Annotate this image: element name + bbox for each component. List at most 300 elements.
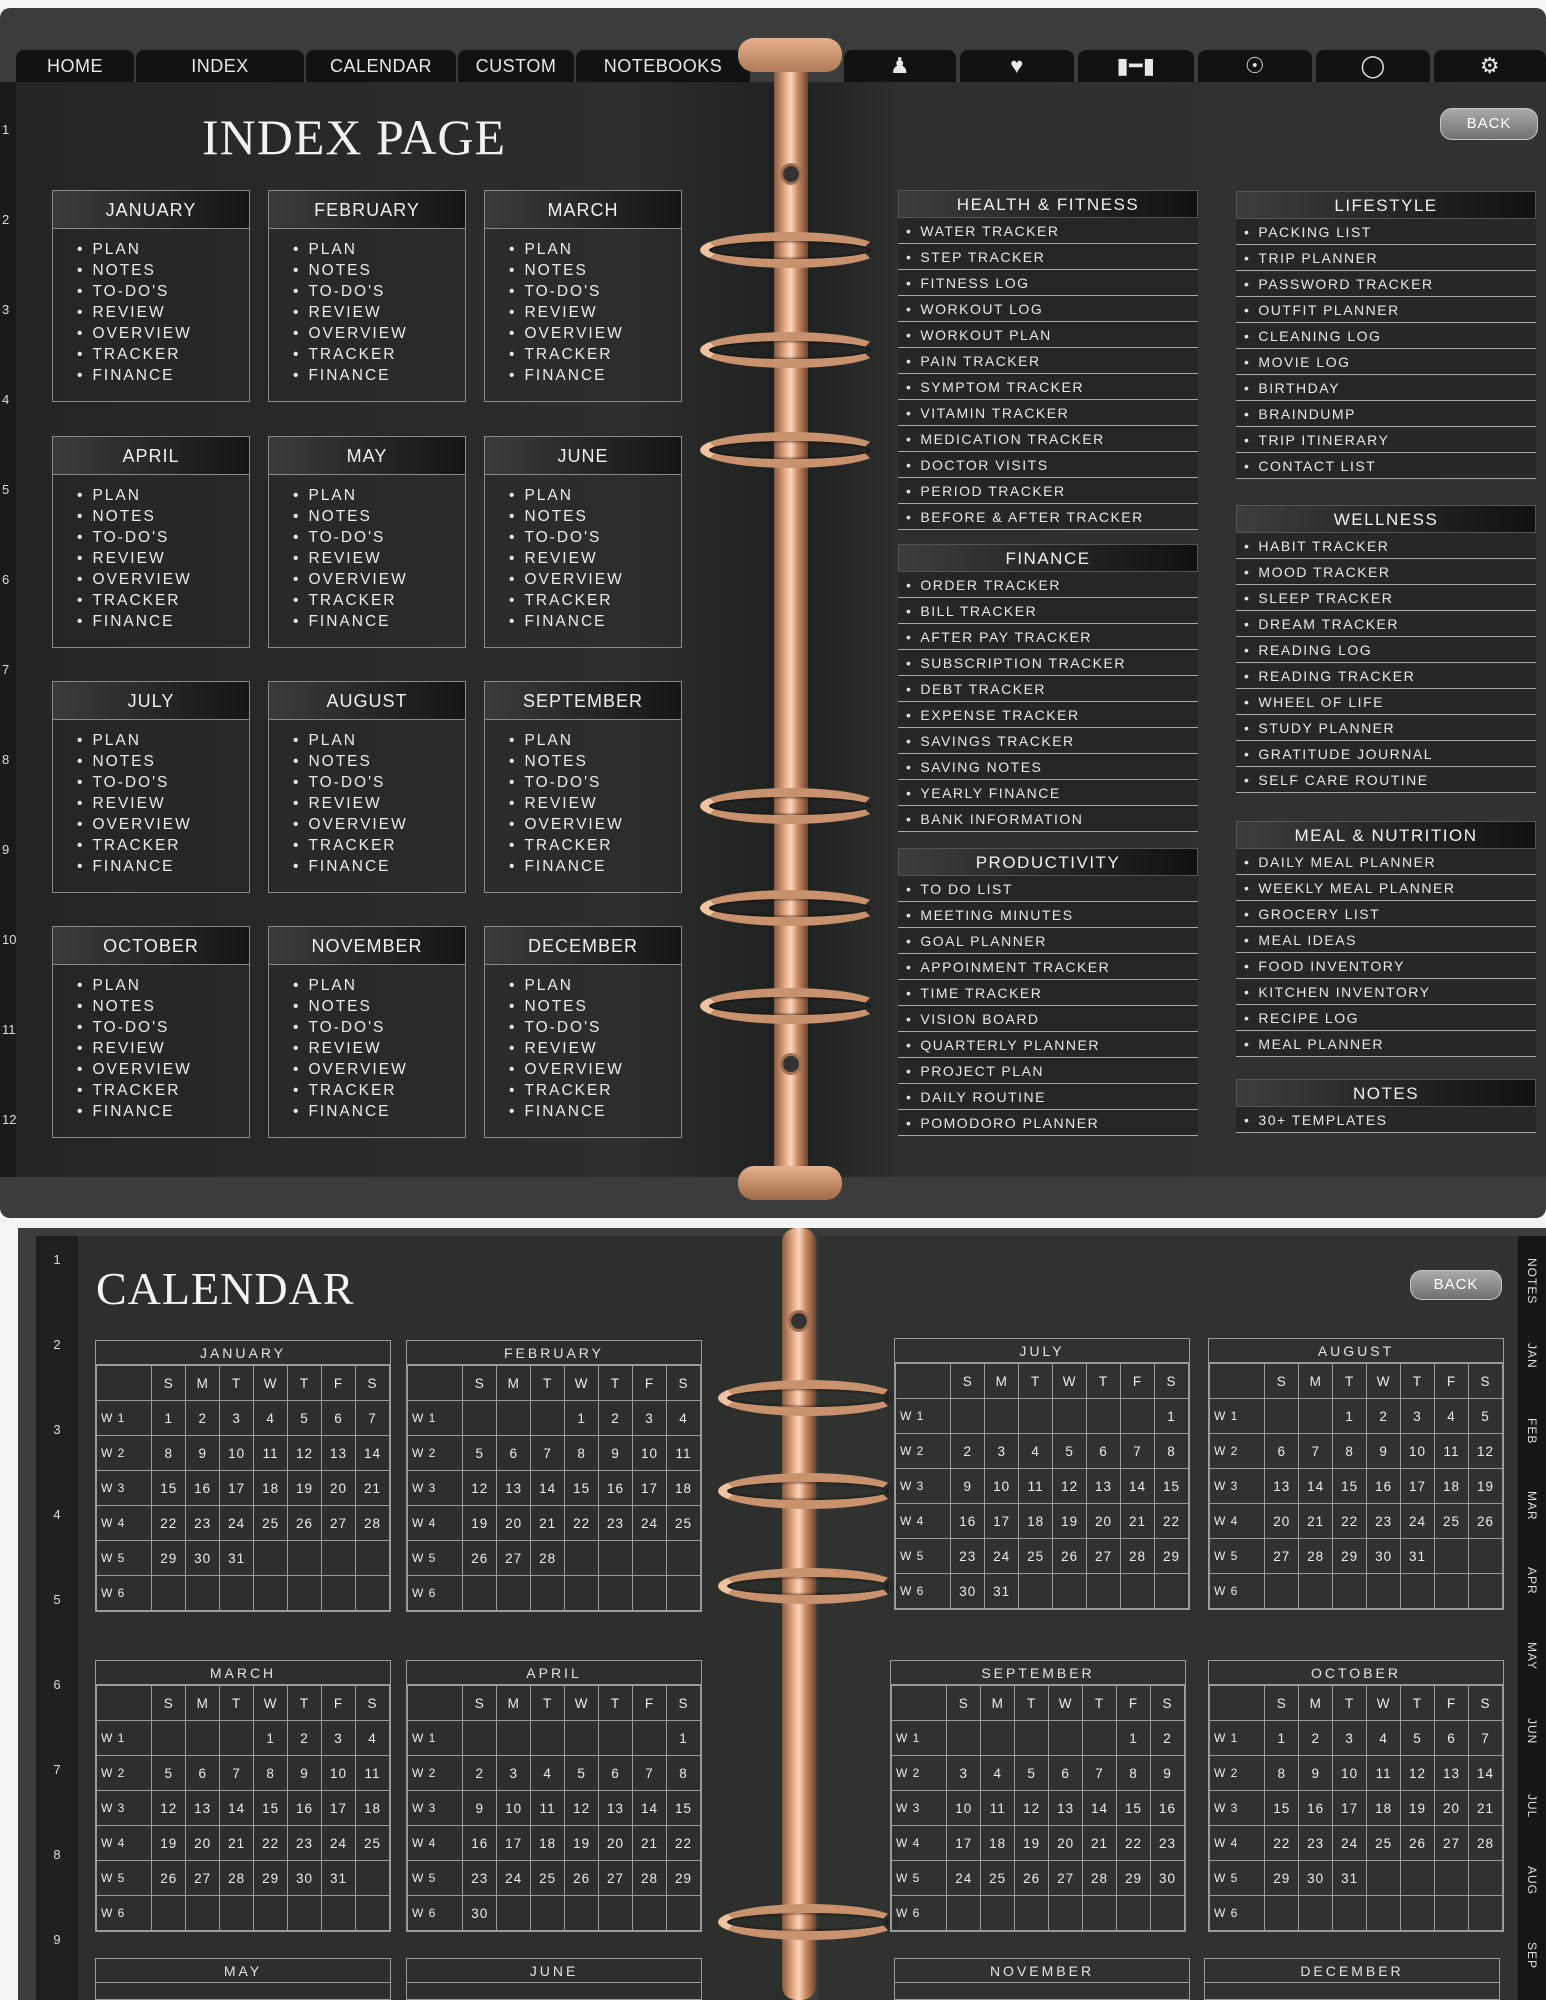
month-link[interactable]: • FINANCE [525, 1101, 681, 1122]
month-name[interactable]: DECEMBER [1205, 1959, 1499, 1983]
section-link[interactable]: • QUARTERLY PLANNER [898, 1032, 1198, 1058]
section-link[interactable]: • GRATITUDE JOURNAL [1236, 741, 1536, 767]
day-cell[interactable]: 10 [633, 1436, 667, 1471]
month-card[interactable] [52, 681, 250, 893]
day-cell[interactable]: 6 [322, 1401, 356, 1436]
day-cell[interactable]: 30 [186, 1541, 220, 1576]
day-cell[interactable]: 3 [220, 1401, 254, 1436]
day-cell[interactable]: 22 [1333, 1504, 1367, 1539]
section-link[interactable]: • PERIOD TRACKER [898, 478, 1198, 504]
day-cell[interactable]: 15 [254, 1791, 288, 1826]
side-tab-may[interactable]: MAY [1525, 1641, 1539, 1671]
month-link[interactable]: • REVIEW [309, 1038, 465, 1059]
day-cell[interactable]: 26 [1401, 1826, 1435, 1861]
month-link[interactable]: • REVIEW [309, 548, 465, 569]
section-link[interactable]: • MOOD TRACKER [1236, 559, 1536, 585]
day-cell[interactable]: 22 [152, 1506, 186, 1541]
day-cell[interactable]: 14 [1468, 1756, 1502, 1791]
month-card[interactable] [484, 190, 682, 402]
day-cell[interactable]: 3 [1401, 1399, 1435, 1434]
day-cell[interactable]: 8 [1117, 1756, 1151, 1791]
day-cell[interactable]: 24 [633, 1506, 667, 1541]
day-cell[interactable]: 23 [186, 1506, 220, 1541]
week-label[interactable]: W 2 [408, 1436, 463, 1471]
week-label[interactable]: W 2 [408, 1756, 463, 1791]
day-cell[interactable]: 7 [1121, 1434, 1155, 1469]
day-cell[interactable]: 1 [1117, 1721, 1151, 1756]
month-link[interactable]: • REVIEW [525, 1038, 681, 1059]
day-cell[interactable]: 8 [666, 1756, 700, 1791]
day-cell[interactable]: 8 [1265, 1756, 1299, 1791]
month-link[interactable]: • PLAN [525, 485, 681, 506]
section-link[interactable]: • VISION BOARD [898, 1006, 1198, 1032]
week-label[interactable]: W 3 [1210, 1791, 1265, 1826]
day-cell[interactable]: 16 [599, 1471, 633, 1506]
section-link[interactable]: • DREAM TRACKER [1236, 611, 1536, 637]
day-cell[interactable]: 4 [1019, 1434, 1053, 1469]
month-link[interactable]: • PLAN [525, 239, 681, 260]
day-cell[interactable]: 5 [565, 1756, 599, 1791]
section-link[interactable]: • TO DO LIST [898, 876, 1198, 902]
month-title[interactable]: APRIL [53, 437, 249, 475]
week-label[interactable]: W 2 [1210, 1756, 1265, 1791]
month-link[interactable]: • TRACKER [309, 344, 465, 365]
section-link[interactable]: • FITNESS LOG [898, 270, 1198, 296]
tab-calendar[interactable]: CALENDAR [306, 50, 456, 82]
week-label[interactable]: W 6 [1210, 1896, 1265, 1931]
day-cell[interactable]: 27 [599, 1861, 633, 1896]
month-name[interactable]: FEBRUARY [407, 1341, 701, 1365]
day-cell[interactable]: 12 [152, 1791, 186, 1826]
day-cell[interactable]: 14 [1083, 1791, 1117, 1826]
month-link[interactable]: • NOTES [525, 751, 681, 772]
section-title[interactable]: HEALTH & FITNESS [898, 190, 1198, 218]
day-cell[interactable]: 7 [1083, 1756, 1117, 1791]
month-link[interactable]: • NOTES [309, 996, 465, 1017]
month-link[interactable]: • NOTES [93, 506, 249, 527]
month-link[interactable]: • FINANCE [93, 611, 249, 632]
day-cell[interactable]: 27 [1435, 1826, 1469, 1861]
day-cell[interactable]: 16 [288, 1791, 322, 1826]
day-cell[interactable]: 19 [565, 1826, 599, 1861]
day-cell[interactable]: 4 [355, 1721, 389, 1756]
month-link[interactable]: • REVIEW [525, 548, 681, 569]
day-cell[interactable]: 27 [1087, 1539, 1121, 1574]
side-tab-feb[interactable]: FEB [1525, 1417, 1539, 1445]
section-link[interactable]: • RECIPE LOG [1236, 1005, 1536, 1031]
day-cell[interactable]: 11 [355, 1756, 389, 1791]
month-link[interactable]: • OVERVIEW [93, 323, 249, 344]
section-link[interactable]: • DOCTOR VISITS [898, 452, 1198, 478]
month-link[interactable]: • TO-DO'S [525, 1017, 681, 1038]
month-link[interactable]: • REVIEW [525, 302, 681, 323]
day-cell[interactable]: 26 [1468, 1504, 1502, 1539]
day-cell[interactable]: 19 [152, 1826, 186, 1861]
day-cell[interactable]: 19 [288, 1471, 322, 1506]
day-cell[interactable]: 2 [951, 1434, 985, 1469]
section-link[interactable]: • VITAMIN TRACKER [898, 400, 1198, 426]
day-cell[interactable]: 29 [1333, 1539, 1367, 1574]
month-link[interactable]: • OVERVIEW [93, 569, 249, 590]
dumbbell-icon[interactable]: ▮━▮ [1078, 50, 1194, 82]
day-cell[interactable]: 24 [322, 1826, 356, 1861]
section-link[interactable]: • SAVINGS TRACKER [898, 728, 1198, 754]
day-cell[interactable]: 14 [633, 1791, 667, 1826]
day-cell[interactable]: 30 [1150, 1861, 1184, 1896]
week-label[interactable]: W 1 [1210, 1721, 1265, 1756]
week-label[interactable]: W 1 [896, 1399, 951, 1434]
day-cell[interactable]: 5 [1053, 1434, 1087, 1469]
month-link[interactable]: • REVIEW [525, 793, 681, 814]
tab-home[interactable]: HOME [16, 50, 134, 82]
week-label[interactable]: W 1 [892, 1721, 947, 1756]
section-title[interactable]: PRODUCTIVITY [898, 848, 1198, 876]
day-cell[interactable]: 22 [1117, 1826, 1151, 1861]
day-cell[interactable]: 17 [1333, 1791, 1367, 1826]
day-cell[interactable]: 15 [152, 1471, 186, 1506]
day-cell[interactable]: 31 [220, 1541, 254, 1576]
day-cell[interactable]: 9 [599, 1436, 633, 1471]
day-cell[interactable]: 25 [1367, 1826, 1401, 1861]
day-cell[interactable]: 13 [1435, 1756, 1469, 1791]
day-cell[interactable]: 18 [1019, 1504, 1053, 1539]
day-cell[interactable]: 10 [220, 1436, 254, 1471]
day-cell[interactable]: 22 [1154, 1504, 1188, 1539]
week-label[interactable]: W 5 [97, 1541, 152, 1576]
day-cell[interactable]: 11 [1367, 1756, 1401, 1791]
month-link[interactable]: • TO-DO'S [93, 281, 249, 302]
month-name[interactable]: MAY [96, 1959, 390, 1983]
month-link[interactable]: • TRACKER [525, 590, 681, 611]
day-cell[interactable]: 2 [463, 1756, 497, 1791]
side-tab-jan[interactable]: JAN [1525, 1343, 1539, 1369]
day-cell[interactable]: 14 [1121, 1469, 1155, 1504]
month-link[interactable]: • REVIEW [93, 302, 249, 323]
day-cell[interactable]: 6 [1435, 1721, 1469, 1756]
side-tab-apr[interactable]: APR [1525, 1567, 1539, 1595]
day-cell[interactable]: 29 [254, 1861, 288, 1896]
month-link[interactable]: • NOTES [525, 260, 681, 281]
month-link[interactable]: • NOTES [525, 996, 681, 1017]
section-link[interactable]: • BEFORE & AFTER TRACKER [898, 504, 1198, 530]
day-cell[interactable]: 1 [666, 1721, 700, 1756]
section-link[interactable]: • WHEEL OF LIFE [1236, 689, 1536, 715]
day-cell[interactable]: 26 [1053, 1539, 1087, 1574]
day-cell[interactable]: 1 [152, 1401, 186, 1436]
day-cell[interactable]: 24 [220, 1506, 254, 1541]
month-link[interactable]: • OVERVIEW [525, 814, 681, 835]
section-link[interactable]: • TIME TRACKER [898, 980, 1198, 1006]
day-cell[interactable]: 21 [1083, 1826, 1117, 1861]
section-link[interactable]: • WORKOUT LOG [898, 296, 1198, 322]
section-link[interactable]: • SAVING NOTES [898, 754, 1198, 780]
day-cell[interactable]: 16 [463, 1826, 497, 1861]
section-link[interactable]: • YEARLY FINANCE [898, 780, 1198, 806]
day-cell[interactable]: 9 [951, 1469, 985, 1504]
day-cell[interactable]: 23 [1150, 1826, 1184, 1861]
day-cell[interactable]: 20 [1435, 1791, 1469, 1826]
day-cell[interactable]: 19 [1468, 1469, 1502, 1504]
week-label[interactable]: W 2 [896, 1434, 951, 1469]
month-link[interactable]: • FINANCE [525, 856, 681, 877]
section-link[interactable]: • BILL TRACKER [898, 598, 1198, 624]
month-name[interactable]: AUGUST [1209, 1339, 1503, 1363]
month-link[interactable]: • PLAN [93, 239, 249, 260]
tab-custom[interactable]: CUSTOM [458, 50, 574, 82]
day-cell[interactable]: 19 [1053, 1504, 1087, 1539]
week-label[interactable]: W 4 [1210, 1826, 1265, 1861]
section-link[interactable]: • STEP TRACKER [898, 244, 1198, 270]
week-label[interactable]: W 4 [896, 1504, 951, 1539]
day-cell[interactable]: 14 [355, 1436, 389, 1471]
day-cell[interactable]: 22 [565, 1506, 599, 1541]
day-cell[interactable]: 28 [355, 1506, 389, 1541]
section-link[interactable]: • 30+ TEMPLATES [1236, 1107, 1536, 1133]
day-cell[interactable]: 14 [531, 1471, 565, 1506]
day-cell[interactable]: 10 [985, 1469, 1019, 1504]
day-cell[interactable]: 12 [288, 1436, 322, 1471]
day-cell[interactable]: 4 [1367, 1721, 1401, 1756]
day-cell[interactable]: 20 [599, 1826, 633, 1861]
month-title[interactable]: MAY [269, 437, 465, 475]
section-link[interactable]: • WORKOUT PLAN [898, 322, 1198, 348]
day-cell[interactable]: 27 [1049, 1861, 1083, 1896]
month-title[interactable]: JANUARY [53, 191, 249, 229]
section-link[interactable]: • PACKING LIST [1236, 219, 1536, 245]
section-link[interactable]: • DEBT TRACKER [898, 676, 1198, 702]
month-link[interactable]: • PLAN [525, 975, 681, 996]
section-link[interactable]: • SLEEP TRACKER [1236, 585, 1536, 611]
day-cell[interactable]: 13 [186, 1791, 220, 1826]
section-link[interactable]: • GROCERY LIST [1236, 901, 1536, 927]
section-link[interactable]: • CONTACT LIST [1236, 453, 1536, 479]
day-cell[interactable]: 27 [186, 1861, 220, 1896]
month-link[interactable]: • FINANCE [525, 611, 681, 632]
month-link[interactable]: • OVERVIEW [309, 1059, 465, 1080]
day-cell[interactable]: 20 [1049, 1826, 1083, 1861]
week-label[interactable]: W 6 [97, 1576, 152, 1611]
section-link[interactable]: • APPOINMENT TRACKER [898, 954, 1198, 980]
day-cell[interactable]: 9 [186, 1436, 220, 1471]
week-label[interactable]: W 4 [1210, 1504, 1265, 1539]
day-cell[interactable]: 13 [322, 1436, 356, 1471]
week-label[interactable]: W 3 [408, 1791, 463, 1826]
day-cell[interactable]: 1 [1333, 1399, 1367, 1434]
week-label[interactable]: W 6 [97, 1896, 152, 1931]
day-cell[interactable]: 28 [1121, 1539, 1155, 1574]
week-label[interactable]: W 5 [896, 1539, 951, 1574]
section-link[interactable]: • SUBSCRIPTION TRACKER [898, 650, 1198, 676]
day-cell[interactable]: 23 [288, 1826, 322, 1861]
day-cell[interactable]: 12 [1401, 1756, 1435, 1791]
month-card[interactable] [484, 926, 682, 1138]
section-link[interactable]: • MOVIE LOG [1236, 349, 1536, 375]
month-card[interactable] [268, 926, 466, 1138]
day-cell[interactable]: 7 [355, 1401, 389, 1436]
day-cell[interactable]: 16 [1367, 1469, 1401, 1504]
month-link[interactable]: • FINANCE [309, 856, 465, 877]
day-cell[interactable]: 28 [1299, 1539, 1333, 1574]
day-cell[interactable]: 20 [186, 1826, 220, 1861]
month-title[interactable]: OCTOBER [53, 927, 249, 965]
day-cell[interactable]: 24 [497, 1861, 531, 1896]
day-cell[interactable]: 19 [1015, 1826, 1049, 1861]
month-link[interactable]: • TO-DO'S [525, 527, 681, 548]
day-cell[interactable]: 17 [633, 1471, 667, 1506]
day-cell[interactable]: 12 [565, 1791, 599, 1826]
week-label[interactable]: W 4 [97, 1506, 152, 1541]
day-cell[interactable]: 23 [599, 1506, 633, 1541]
day-cell[interactable]: 1 [1154, 1399, 1188, 1434]
day-cell[interactable]: 30 [1299, 1861, 1333, 1896]
day-cell[interactable]: 26 [1015, 1861, 1049, 1896]
day-cell[interactable]: 14 [1299, 1469, 1333, 1504]
month-link[interactable]: • NOTES [93, 751, 249, 772]
month-link[interactable]: • TO-DO'S [93, 772, 249, 793]
month-link[interactable]: • TRACKER [309, 835, 465, 856]
week-label[interactable]: W 3 [408, 1471, 463, 1506]
month-link[interactable]: • OVERVIEW [93, 814, 249, 835]
month-link[interactable]: • PLAN [525, 730, 681, 751]
day-cell[interactable]: 1 [1265, 1721, 1299, 1756]
day-cell[interactable]: 6 [186, 1756, 220, 1791]
day-cell[interactable]: 6 [1265, 1434, 1299, 1469]
day-cell[interactable]: 8 [1333, 1434, 1367, 1469]
section-link[interactable]: • PROJECT PLAN [898, 1058, 1198, 1084]
month-link[interactable]: • TO-DO'S [309, 1017, 465, 1038]
day-cell[interactable]: 15 [1333, 1469, 1367, 1504]
month-link[interactable]: • NOTES [309, 506, 465, 527]
month-link[interactable]: • TRACKER [309, 590, 465, 611]
day-cell[interactable]: 24 [947, 1861, 981, 1896]
day-cell[interactable]: 29 [152, 1541, 186, 1576]
day-cell[interactable]: 30 [1367, 1539, 1401, 1574]
day-cell[interactable]: 5 [1468, 1399, 1502, 1434]
day-cell[interactable]: 6 [497, 1436, 531, 1471]
day-cell[interactable]: 9 [463, 1791, 497, 1826]
day-cell[interactable]: 17 [497, 1826, 531, 1861]
day-cell[interactable]: 26 [463, 1541, 497, 1576]
day-cell[interactable]: 29 [1265, 1861, 1299, 1896]
day-cell[interactable]: 23 [951, 1539, 985, 1574]
day-cell[interactable]: 19 [1401, 1791, 1435, 1826]
month-link[interactable]: • FINANCE [309, 611, 465, 632]
day-cell[interactable]: 27 [322, 1506, 356, 1541]
month-card[interactable] [484, 436, 682, 648]
day-cell[interactable]: 4 [1435, 1399, 1469, 1434]
day-cell[interactable]: 11 [1019, 1469, 1053, 1504]
week-label[interactable]: W 6 [408, 1896, 463, 1931]
month-link[interactable]: • REVIEW [93, 1038, 249, 1059]
day-cell[interactable]: 25 [1435, 1504, 1469, 1539]
day-cell[interactable]: 2 [1150, 1721, 1184, 1756]
month-link[interactable]: • REVIEW [93, 793, 249, 814]
day-cell[interactable]: 25 [981, 1861, 1015, 1896]
week-label[interactable]: W 1 [97, 1721, 152, 1756]
day-cell[interactable]: 20 [322, 1471, 356, 1506]
day-cell[interactable]: 25 [1019, 1539, 1053, 1574]
month-title[interactable]: AUGUST [269, 682, 465, 720]
day-cell[interactable]: 18 [355, 1791, 389, 1826]
day-cell[interactable]: 3 [322, 1721, 356, 1756]
day-cell[interactable]: 28 [633, 1861, 667, 1896]
month-link[interactable]: • PLAN [93, 485, 249, 506]
month-link[interactable]: • TO-DO'S [309, 527, 465, 548]
month-link[interactable]: • FINANCE [309, 1101, 465, 1122]
heart-pulse-icon[interactable]: ♥ [960, 50, 1074, 82]
day-cell[interactable]: 21 [1299, 1504, 1333, 1539]
week-label[interactable]: W 5 [1210, 1539, 1265, 1574]
day-cell[interactable]: 12 [1468, 1434, 1502, 1469]
day-cell[interactable]: 28 [1468, 1826, 1502, 1861]
week-label[interactable]: W 1 [408, 1401, 463, 1436]
day-cell[interactable]: 11 [1435, 1434, 1469, 1469]
day-cell[interactable]: 27 [497, 1541, 531, 1576]
month-link[interactable]: • REVIEW [93, 548, 249, 569]
section-link[interactable]: • PASSWORD TRACKER [1236, 271, 1536, 297]
day-cell[interactable]: 20 [1087, 1504, 1121, 1539]
section-link[interactable]: • BRAINDUMP [1236, 401, 1536, 427]
week-label[interactable]: W 5 [892, 1861, 947, 1896]
section-title[interactable]: FINANCE [898, 544, 1198, 572]
month-card[interactable] [52, 926, 250, 1138]
day-cell[interactable]: 26 [152, 1861, 186, 1896]
day-cell[interactable]: 3 [1333, 1721, 1367, 1756]
day-cell[interactable]: 28 [220, 1861, 254, 1896]
day-cell[interactable]: 22 [254, 1826, 288, 1861]
month-link[interactable]: • FINANCE [93, 856, 249, 877]
day-cell[interactable]: 31 [322, 1861, 356, 1896]
section-link[interactable]: • BANK INFORMATION [898, 806, 1198, 832]
month-link[interactable]: • NOTES [309, 260, 465, 281]
section-link[interactable]: • OUTFIT PLANNER [1236, 297, 1536, 323]
section-link[interactable]: • HABIT TRACKER [1236, 533, 1536, 559]
day-cell[interactable]: 14 [220, 1791, 254, 1826]
month-link[interactable]: • OVERVIEW [525, 323, 681, 344]
day-cell[interactable]: 25 [666, 1506, 700, 1541]
day-cell[interactable]: 10 [1333, 1756, 1367, 1791]
month-title[interactable]: FEBRUARY [269, 191, 465, 229]
day-cell[interactable]: 20 [1265, 1504, 1299, 1539]
month-name[interactable]: NOVEMBER [895, 1959, 1189, 1983]
day-cell[interactable]: 29 [1154, 1539, 1188, 1574]
month-link[interactable]: • OVERVIEW [525, 569, 681, 590]
day-cell[interactable]: 29 [1117, 1861, 1151, 1896]
day-cell[interactable]: 25 [355, 1826, 389, 1861]
month-link[interactable]: • FINANCE [93, 365, 249, 386]
month-link[interactable]: • TO-DO'S [525, 772, 681, 793]
day-cell[interactable]: 2 [288, 1721, 322, 1756]
money-icon[interactable]: ☉ [1198, 50, 1312, 82]
week-label[interactable]: W 6 [896, 1574, 951, 1609]
month-link[interactable]: • FINANCE [93, 1101, 249, 1122]
day-cell[interactable]: 6 [599, 1756, 633, 1791]
month-link[interactable]: • PLAN [309, 485, 465, 506]
day-cell[interactable]: 3 [947, 1756, 981, 1791]
month-title[interactable]: JUNE [485, 437, 681, 475]
month-link[interactable]: • OVERVIEW [525, 1059, 681, 1080]
tab-notebooks[interactable]: NOTEBOOKS [576, 50, 750, 82]
section-link[interactable]: • WATER TRACKER [898, 218, 1198, 244]
day-cell[interactable]: 15 [565, 1471, 599, 1506]
day-cell[interactable]: 8 [152, 1436, 186, 1471]
month-title[interactable]: SEPTEMBER [485, 682, 681, 720]
day-cell[interactable]: 31 [1333, 1861, 1367, 1896]
month-link[interactable]: • FINANCE [525, 365, 681, 386]
person-icon[interactable]: ♟ [844, 50, 956, 82]
day-cell[interactable]: 27 [1265, 1539, 1299, 1574]
day-cell[interactable]: 26 [288, 1506, 322, 1541]
